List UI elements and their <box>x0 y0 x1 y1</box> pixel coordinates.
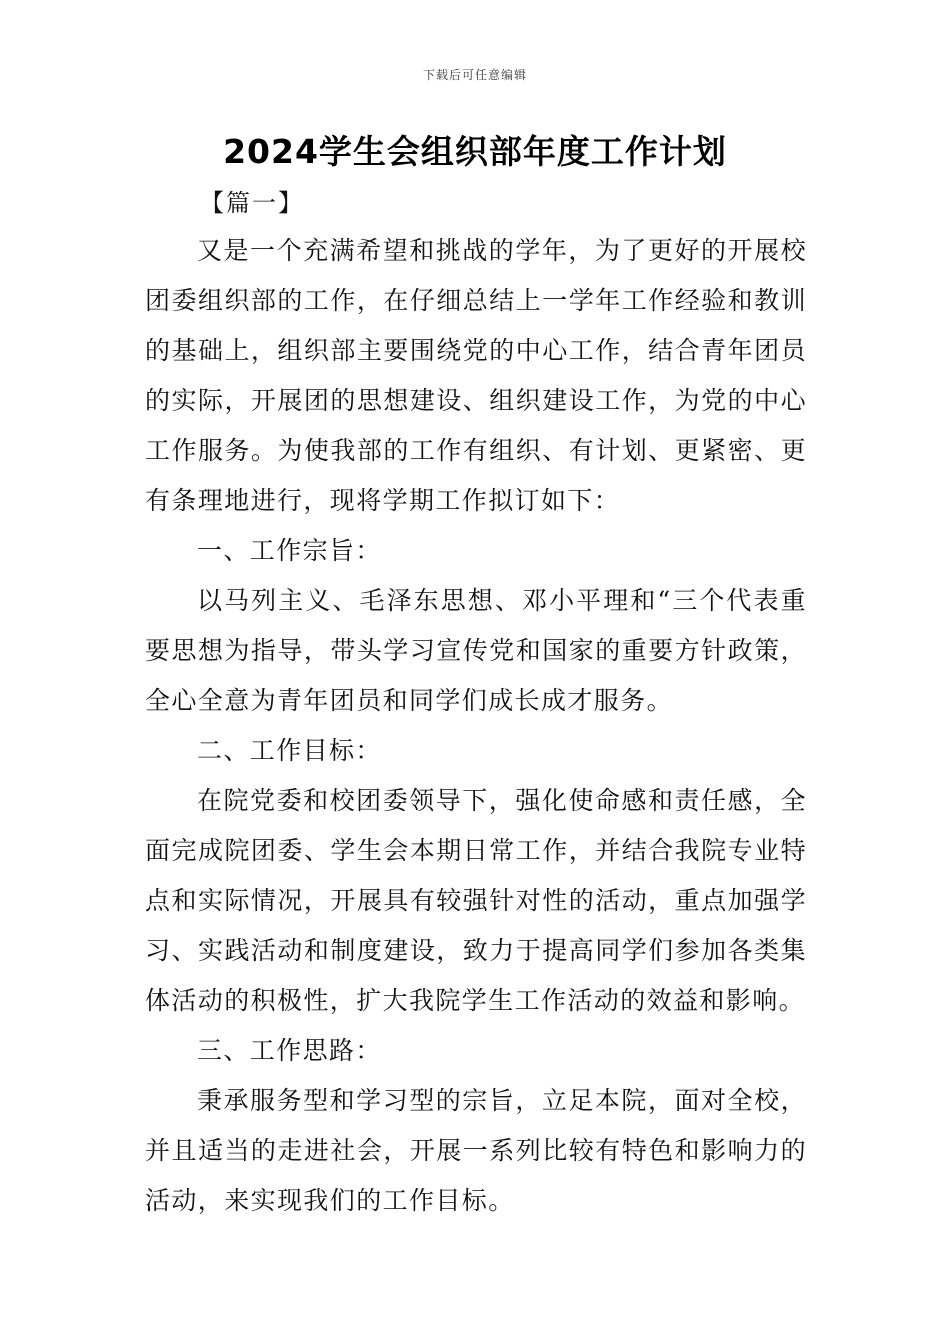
section-text-approach: 秉承服务型和学习型的宗旨，立足本院，面对全校，并且适当的走进社会，开展一系列比较有特色和影响力的活动，来实现我们的工作目标。 <box>145 1086 807 1215</box>
section-tag: 【篇一】 <box>200 189 304 217</box>
document-body <box>145 226 807 1226</box>
section-heading-approach: 三、工作思路： <box>197 1036 382 1065</box>
intro-paragraph: 又是一个充满希望和挑战的学年，为了更好的开展校团委组织部的工作，在仔细总结上一学年工作经验和教训的基础上，组织部主要围绕党的中心工作，结合青年团员的实际，开展团的思想建设、组织建设工作，为党的中心工作服务。为使我部的工作有组织、有计划、更紧密、更有条理地进行，现将学期工作拟订如下： <box>145 236 807 515</box>
header-note: 下载后可任意编辑 <box>422 68 527 82</box>
section-heading-purpose: 一、工作宗旨： <box>197 536 382 565</box>
section-text-purpose: 以马列主义、毛泽东思想、邓小平理和“三个代表重要思想为指导，带头学习宣传党和国家的重要方针政策，全心全意为青年团员和同学们成长成才服务。 <box>145 586 807 715</box>
section-text-goals: 在院党委和校团委领导下，强化使命感和责任感，全面完成院团委、学生会本期日常工作，并结合我院专业特点和实际情况，开展具有较强针对性的活动，重点加强学习、实践活动和制度建设，致力于提高同学们参加各类集体活动的积极性，扩大我院学生工作活动的效益和影响。 <box>145 786 807 1015</box>
section-heading-goals: 二、工作目标： <box>197 736 382 765</box>
document-title: 2024学生会组织部年度工作计划 <box>223 132 727 171</box>
